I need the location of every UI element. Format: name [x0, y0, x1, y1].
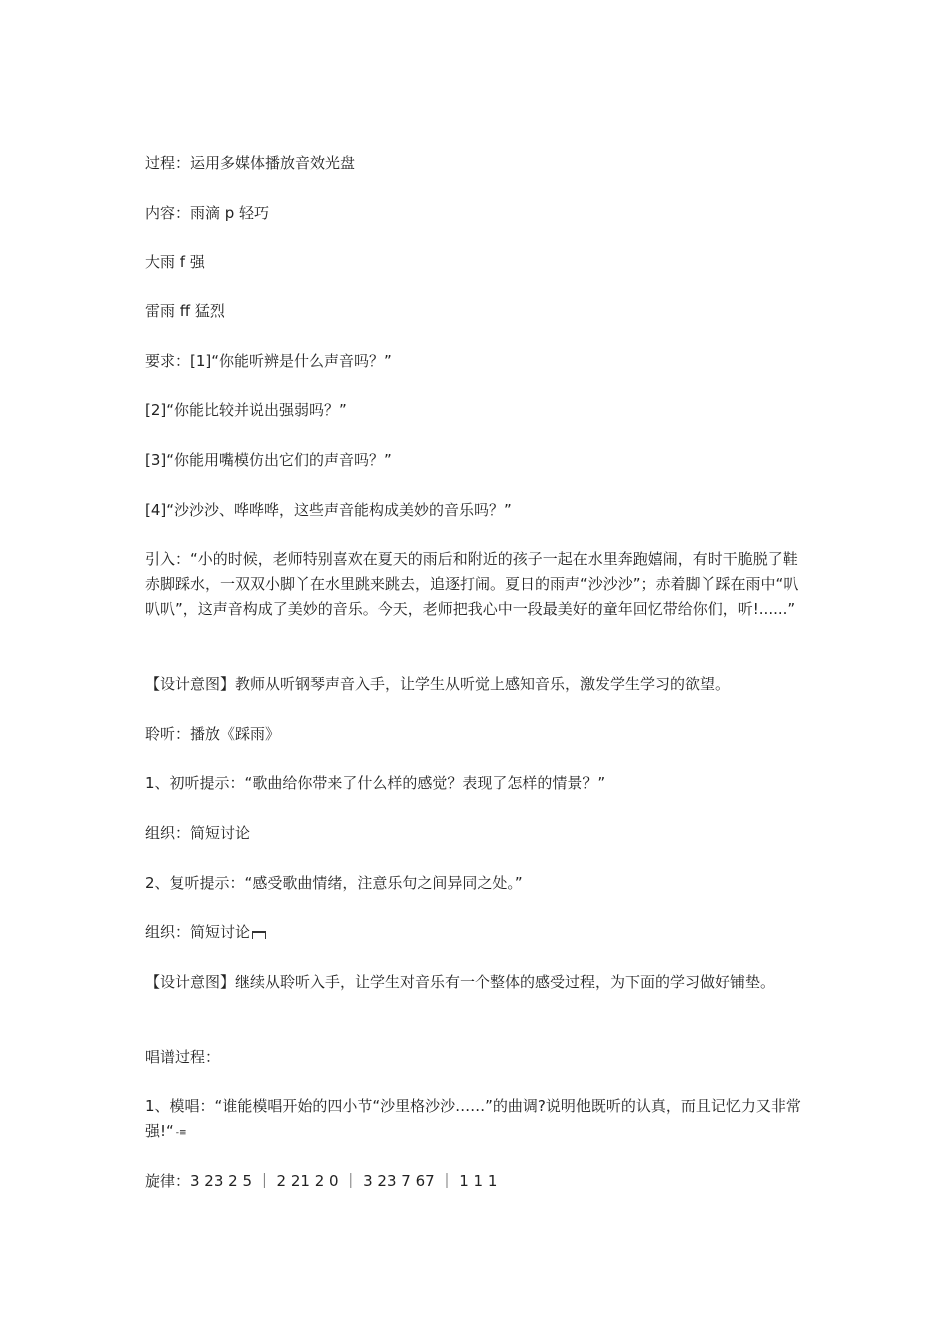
paragraph-requirement-2: [2]“你能比较并说出强弱吗？”	[145, 401, 347, 419]
imitation-text: 1、模唱：“谁能模唱开始的四小节“沙里格沙沙……”的曲调?说明他既听的认真，而且记忆力又非常强!“	[145, 1097, 801, 1140]
imitation-mark: -≡	[175, 1128, 187, 1138]
paragraph-melody: 旋律：3 23 2 5 ｜ 2 21 2 0 ｜ 3 23 7 67 ｜ 1 1 1	[145, 1172, 498, 1190]
paragraph-requirements: 要求：[1]“你能听辨是什么声音吗？”	[145, 352, 392, 370]
paragraph-second-listen: 2、复听提示：“感受歌曲情绪，注意乐句之间异同之处。”	[145, 874, 523, 892]
paragraph-first-listen: 1、初听提示：“歌曲给你带来了什么样的感觉？表现了怎样的情景？”	[145, 774, 606, 792]
paragraph-requirement-4: [4]“沙沙沙、哗哗哗，这些声音能构成美妙的音乐吗？”	[145, 501, 512, 519]
paragraph-requirement-3: [3]“你能用嘴模仿出它们的声音吗？”	[145, 451, 392, 469]
paragraph-design-intent-2: 【设计意图】继续从聆听入手，让学生对音乐有一个整体的感受过程，为下面的学习做好铺垫。	[145, 973, 776, 991]
paragraph-process: 过程：运用多媒体播放音效光盘	[145, 154, 356, 172]
paragraph-introduction: 引入：“小的时候，老师特别喜欢在夏天的雨后和附近的孩子一起在水里奔跑嬉闹，有时干脆脱了鞋赤脚踩水，一双双小脚丫在水里跳来跳去，追逐打闹。夏日的雨声“沙沙沙”；赤着脚丫踩在雨中“叭叭叭”，这声音构成了美妙的音乐。今天，老师把我心中一段最美好的童年回忆带给你们，听!......”	[145, 550, 799, 618]
paragraph-content: 内容：雨滴 p 轻巧	[145, 204, 270, 222]
paragraph-design-intent-1: 【设计意图】教师从听钢琴声音入手，让学生从听觉上感知音乐，激发学生学习的欲望。	[145, 675, 731, 693]
paragraph-imitation	[145, 1094, 810, 1146]
paragraph-organize-1: 组织：简短讨论	[145, 824, 251, 842]
scan-mark-icon	[252, 931, 266, 939]
paragraph-heavy-rain: 大雨 f 强	[145, 253, 205, 271]
paragraph-sheet-singing: 唱谱过程：	[145, 1048, 221, 1066]
paragraph-organize-2	[145, 920, 810, 945]
paragraph-thunderstorm: 雷雨 ff 猛烈	[145, 302, 225, 320]
paragraph-listening: 聆听：播放《踩雨》	[145, 725, 281, 743]
organize-2-text: 组织：简短讨论	[145, 923, 251, 941]
